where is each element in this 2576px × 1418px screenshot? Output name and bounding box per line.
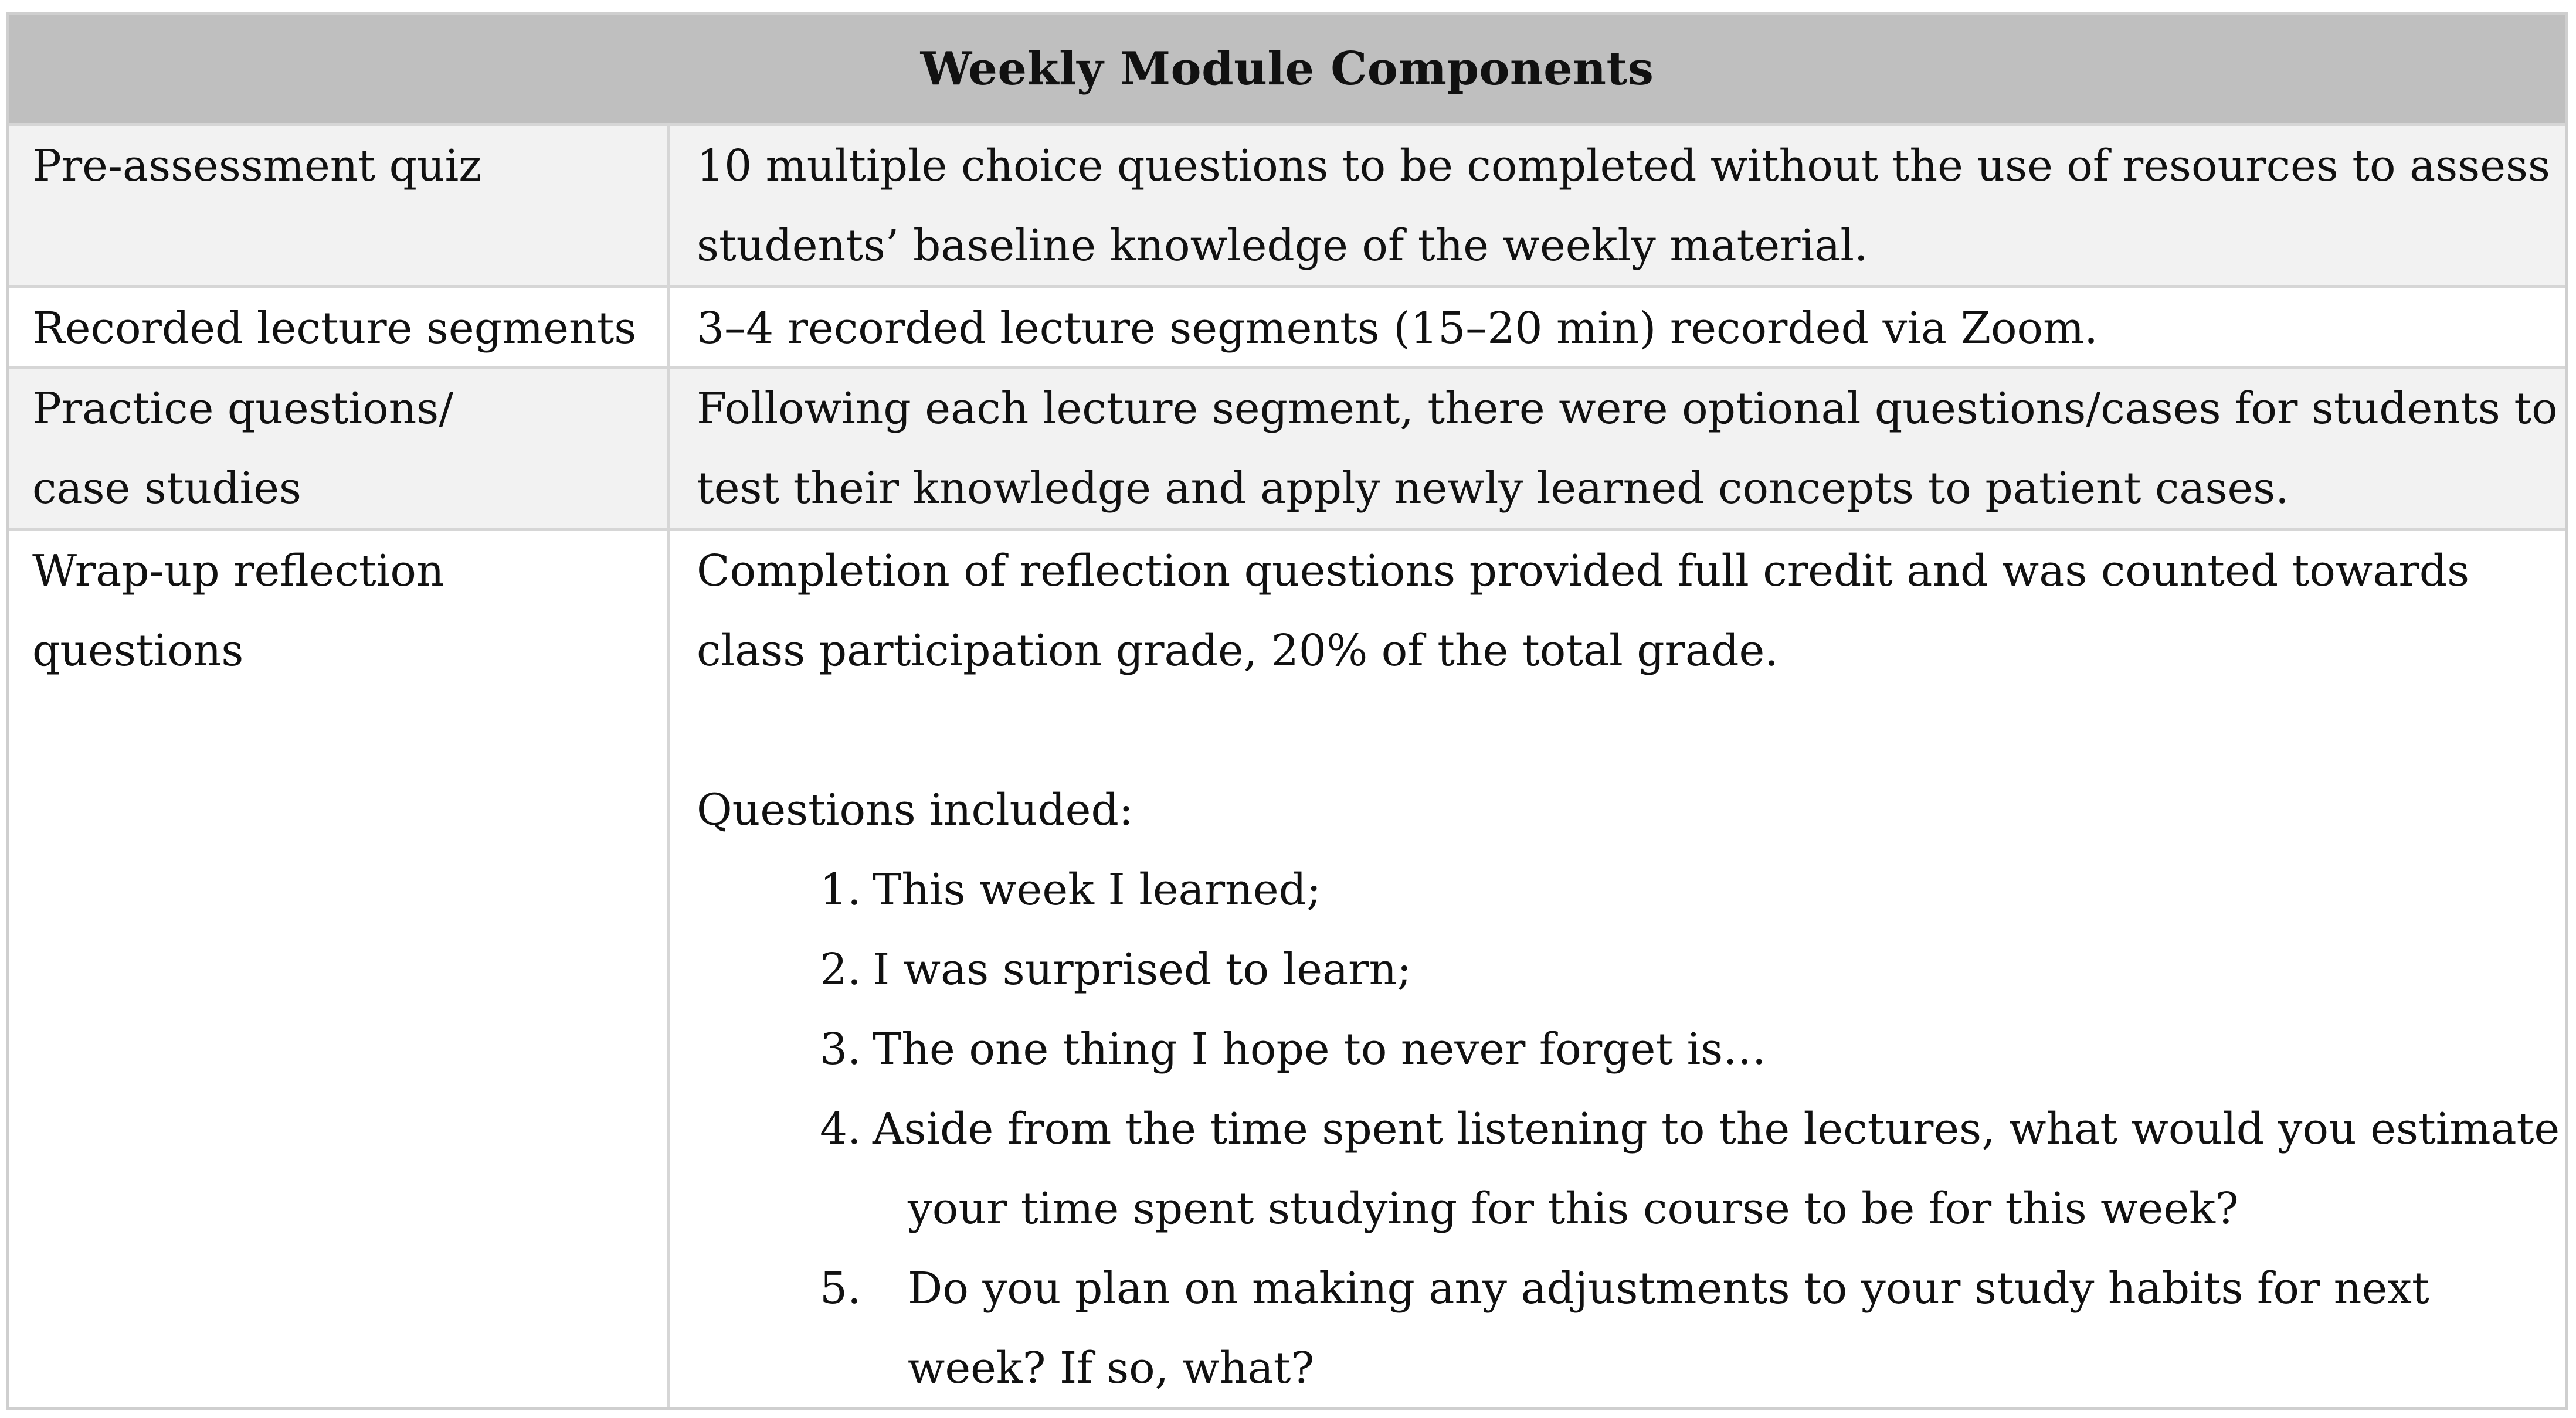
- row-description: [670, 369, 2565, 528]
- row-label: [9, 126, 670, 285]
- list-item-continuation: your time spent studying for this course to be for this week?: [908, 1184, 2239, 1234]
- list-item-number: 2.: [820, 944, 861, 995]
- row-label-line: Recorded lecture segments: [32, 303, 637, 353]
- row-description-line: students’ baseline knowledge of the weekly material.: [697, 220, 1868, 271]
- list-item-text: Aside from the time spent listening to the lectures, what would you estimate: [873, 1104, 2560, 1154]
- table-row: [9, 126, 2565, 288]
- weekly-module-table: [6, 12, 2568, 1410]
- row-description-line: Following each lecture segment, there were optional questions/cases for students to: [697, 383, 2558, 434]
- table-title: Weekly Module Components: [920, 42, 1654, 96]
- row-description-line: Completion of reflection questions provided full credit and was counted towards: [697, 546, 2470, 596]
- list-item: [697, 1249, 2542, 1328]
- list-item: [697, 930, 2542, 1009]
- row-label-line: case studies: [32, 463, 302, 514]
- row-description: [670, 288, 2565, 366]
- row-label: [9, 369, 670, 528]
- row-description-line: 3–4 recorded lecture segments (15–20 min) recorded via Zoom.: [697, 303, 2098, 353]
- list-item-number: 3.: [820, 1024, 861, 1074]
- row-description-line: test their knowledge and apply newly learned concepts to patient cases.: [697, 463, 2289, 514]
- list-item-number: 5.: [820, 1263, 861, 1314]
- list-item-number: 1.: [820, 865, 861, 915]
- questions-intro: Questions included:: [697, 785, 1133, 835]
- row-label-line: questions: [32, 625, 244, 676]
- list-item-text: This week I learned;: [873, 865, 1321, 915]
- table-row: [9, 288, 2565, 369]
- row-label-line: Wrap-up reflection: [32, 546, 444, 596]
- row-label: [9, 531, 670, 1407]
- list-item: [697, 1009, 2542, 1089]
- list-item-number: 4.: [820, 1104, 861, 1154]
- row-description: [670, 531, 2565, 1407]
- row-description: [670, 126, 2565, 285]
- row-description-line: 10 multiple choice questions to be completed without the use of resources to assess: [697, 141, 2550, 191]
- list-item-text: I was surprised to learn;: [873, 944, 1412, 995]
- table-row: [9, 531, 2565, 1407]
- list-item: [697, 1089, 2560, 1169]
- table-title-row: [9, 15, 2565, 126]
- row-label-line: Practice questions/: [32, 383, 454, 434]
- list-item-text: The one thing I hope to never forget is…: [873, 1024, 1767, 1074]
- row-label-line: Pre-assessment quiz: [32, 141, 482, 191]
- row-label: [9, 288, 670, 366]
- table-row: [9, 369, 2565, 531]
- list-item: [697, 850, 2542, 930]
- list-item-continuation: week? If so, what?: [908, 1343, 1315, 1393]
- list-item-text: Do you plan on making any adjustments to your study habits for next: [908, 1263, 2429, 1314]
- row-description-line: class participation grade, 20% of the total grade.: [697, 625, 1779, 676]
